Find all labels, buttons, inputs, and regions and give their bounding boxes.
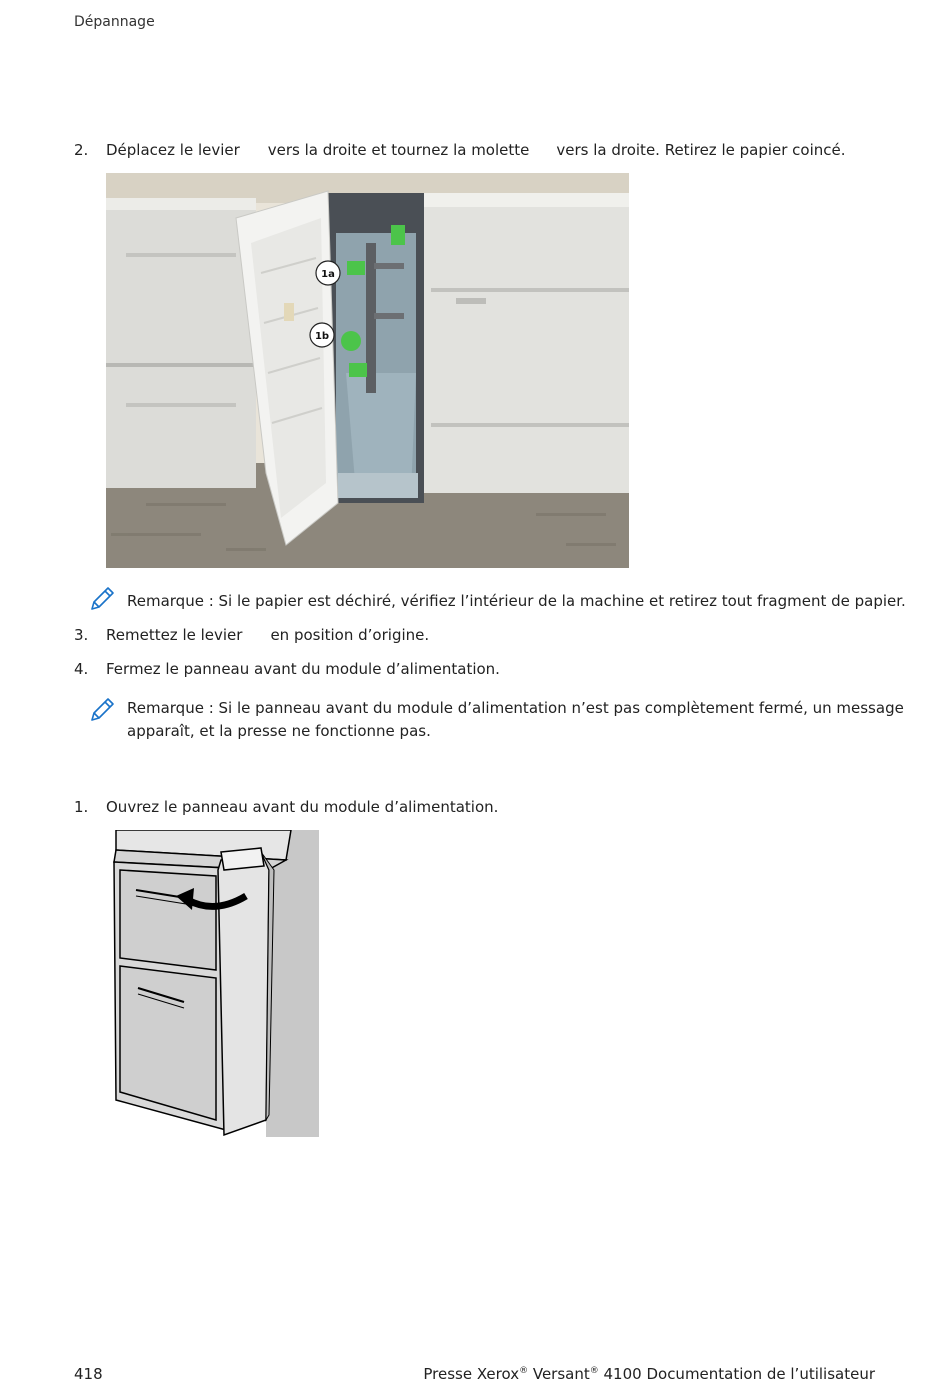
registered-mark: ® bbox=[589, 1366, 599, 1376]
step-4 bbox=[0, 658, 950, 680]
step-text-part: vers la droite et tournez la molette bbox=[267, 141, 530, 159]
lever-green bbox=[391, 225, 405, 245]
pencil-icon bbox=[88, 585, 116, 613]
knob-green bbox=[341, 331, 361, 351]
note-line: Remarque : Si le panneau avant du module d’alimentation n’est pas complètement fermé, un message bbox=[127, 699, 904, 717]
callout-1b: 1b bbox=[314, 331, 330, 342]
lever-green bbox=[349, 363, 367, 377]
page-number: 418 bbox=[74, 1365, 103, 1383]
registered-mark: ® bbox=[519, 1366, 529, 1376]
step-text bbox=[106, 139, 846, 161]
title-text: Presse Xerox bbox=[423, 1365, 520, 1383]
step-number: 3. bbox=[74, 626, 89, 644]
callout-1a: 1a bbox=[321, 269, 335, 280]
pencil-icon bbox=[88, 696, 116, 724]
step-number: 1. bbox=[74, 798, 89, 816]
step-text: Ouvrez le panneau avant du module d’alimentation. bbox=[106, 798, 499, 816]
step-2 bbox=[0, 139, 950, 161]
step-1 bbox=[0, 796, 950, 818]
note-line: apparaît, et la presse ne fonctionne pas. bbox=[127, 722, 431, 740]
step-text-part: Déplacez le levier bbox=[106, 141, 240, 159]
jam-photo bbox=[106, 173, 629, 568]
step-text-part: en position d’origine. bbox=[270, 626, 430, 644]
step-text: Fermez le panneau avant du module d’alimentation. bbox=[106, 660, 500, 678]
document-title bbox=[423, 1365, 875, 1383]
open-panel-illustration bbox=[106, 830, 319, 1137]
step-text bbox=[106, 624, 429, 646]
lever-green bbox=[347, 261, 365, 275]
note-text: Remarque : Si le papier est déchiré, vérifiez l’intérieur de la machine et retirez tout fragment de papier. bbox=[127, 592, 906, 610]
title-text: 4100 Documentation de l’utilisateur bbox=[598, 1365, 875, 1383]
running-header: Dépannage bbox=[74, 14, 155, 30]
step-text-part: vers la droite. Retirez le papier coincé. bbox=[556, 141, 846, 159]
note-text bbox=[127, 697, 904, 743]
step-3 bbox=[0, 624, 950, 646]
step-number: 2. bbox=[74, 141, 89, 159]
step-text-part: Remettez le levier bbox=[106, 626, 243, 644]
title-text: Versant bbox=[528, 1365, 590, 1383]
step-number: 4. bbox=[74, 660, 89, 678]
